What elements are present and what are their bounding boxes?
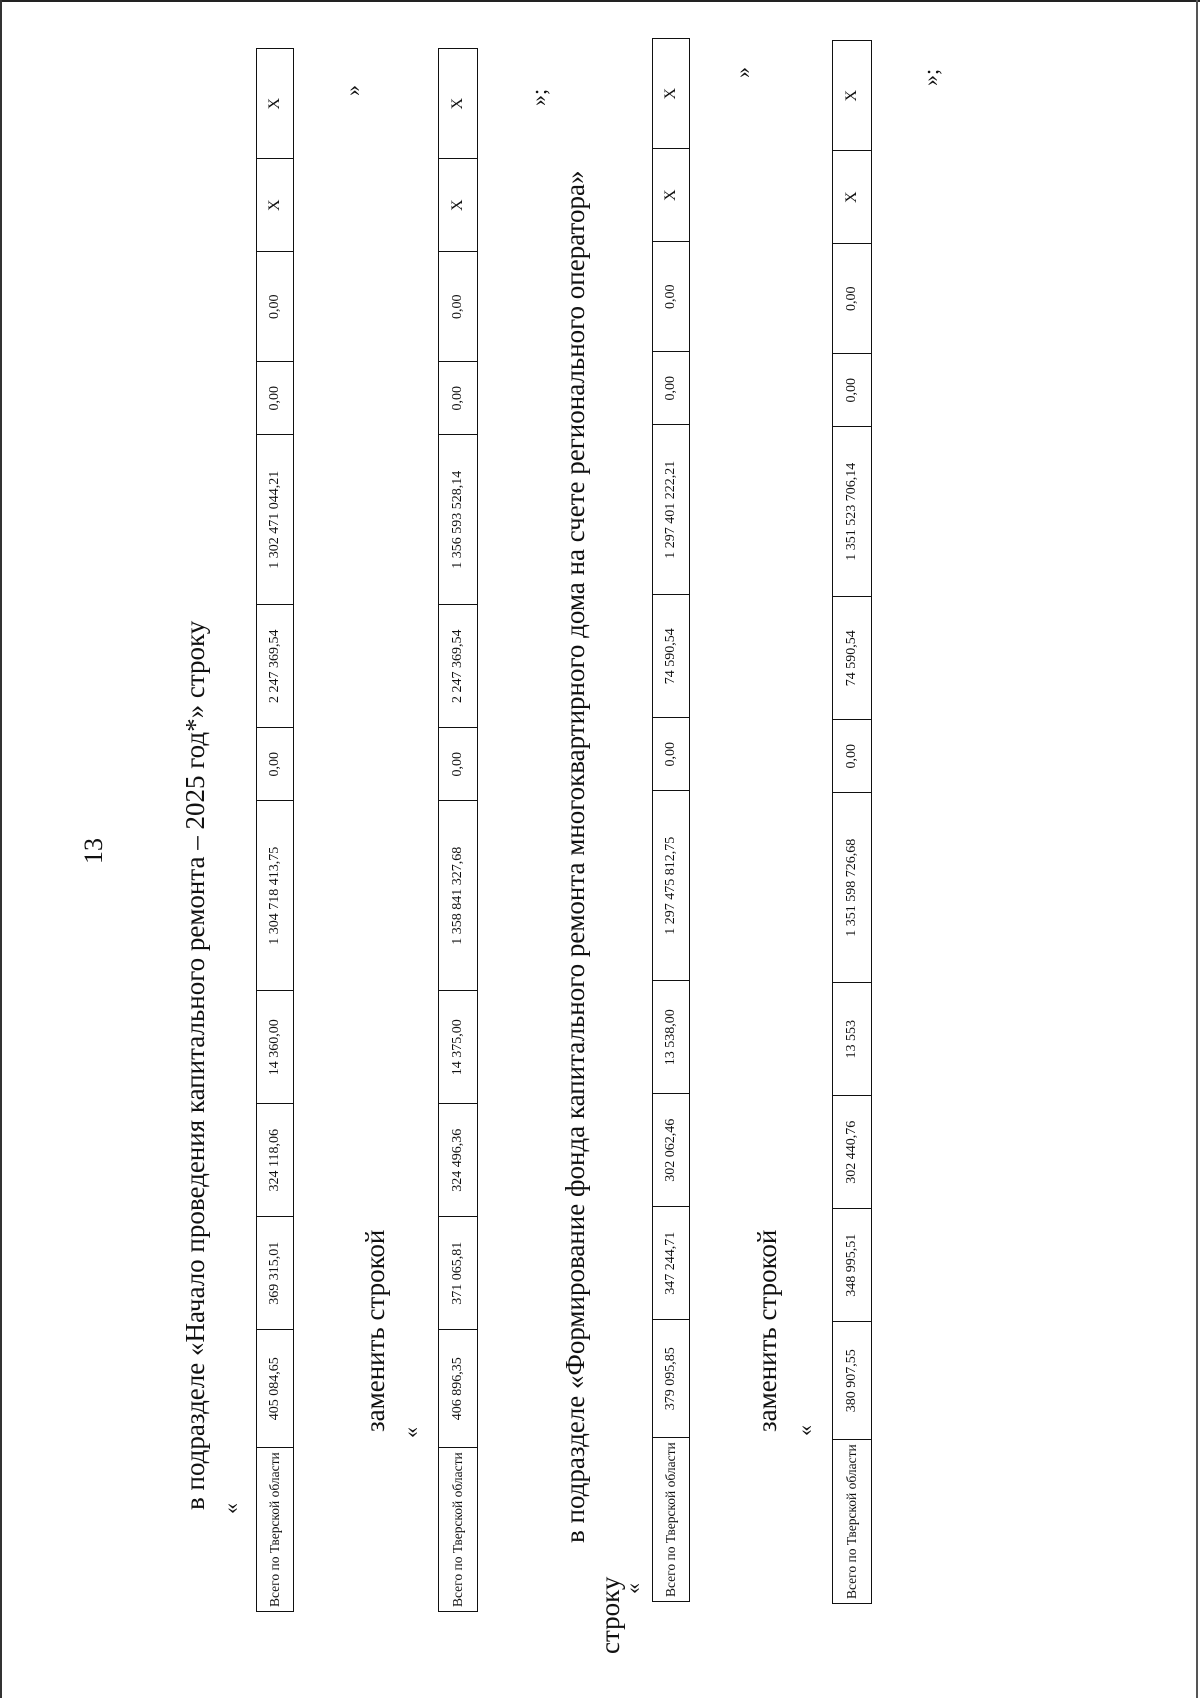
cell-col-9: 1 302 471 044,21 (257, 435, 294, 605)
section2-close-quote: » (730, 67, 755, 78)
page-number: 13 (79, 838, 108, 864)
cell-col-10: 0,00 (833, 354, 872, 427)
section2-intro: в подразделе «Формирование фонда капитального ремонта многоквартирного дома на счете регионального оператора» (560, 170, 590, 1543)
section1-intro: в подразделе «Начало проведения капитального ремонта – 2025 год*» строку (180, 620, 210, 1510)
cell-col-12: X (439, 159, 478, 252)
cell-col-11: 0,00 (653, 242, 690, 352)
cell-col-13: X (439, 49, 478, 159)
section2-replace-table (832, 40, 872, 1604)
section1-open-quote: « (218, 1503, 243, 1514)
cell-col-2: 379 095,85 (653, 1320, 690, 1438)
cell-col-10: 0,00 (653, 352, 690, 425)
section1-replace-open-quote: « (398, 1427, 423, 1438)
cell-col-8: 74 590,54 (653, 595, 690, 718)
cell-col-4: 302 440,76 (833, 1096, 872, 1209)
cell-col-7: 0,00 (439, 728, 478, 801)
cell-col-6: 1 358 841 327,68 (439, 801, 478, 991)
section2-table (652, 38, 690, 1602)
cell-col-8: 74 590,54 (833, 597, 872, 720)
cell-region: Всего по Тверской области (653, 1438, 690, 1602)
section1-replace-table (438, 48, 478, 1612)
cell-col-11: 0,00 (439, 252, 478, 362)
cell-col-4: 324 496,36 (439, 1104, 478, 1217)
cell-col-4: 302 062,46 (653, 1094, 690, 1207)
cell-col-8: 2 247 369,54 (257, 605, 294, 728)
cell-col-5: 13 538,00 (653, 981, 690, 1094)
cell-col-13: X (833, 41, 872, 151)
cell-col-5: 14 375,00 (439, 991, 478, 1104)
section2-replace-label: заменить строкой (752, 1229, 782, 1432)
cell-col-9: 1 356 593 528,14 (439, 435, 478, 605)
table-row (257, 49, 294, 1612)
cell-col-2: 405 084,65 (257, 1330, 294, 1448)
cell-col-12: X (257, 159, 294, 252)
section1-replace-close-quote: »; (526, 88, 551, 106)
section1-close-quote: » (340, 85, 365, 96)
table-row (439, 49, 478, 1612)
cell-col-3: 371 065,81 (439, 1217, 478, 1330)
cell-col-9: 1 351 523 706,14 (833, 427, 872, 597)
cell-col-7: 0,00 (653, 718, 690, 791)
section2-replace-close-quote: »; (918, 68, 943, 86)
cell-region: Всего по Тверской области (439, 1448, 478, 1612)
table-row (833, 41, 872, 1604)
cell-col-9: 1 297 401 222,21 (653, 425, 690, 595)
cell-col-6: 1 351 598 726,68 (833, 793, 872, 983)
cell-col-3: 347 244,71 (653, 1207, 690, 1320)
cell-col-2: 406 896,35 (439, 1330, 478, 1448)
cell-col-6: 1 304 718 413,75 (257, 801, 294, 991)
cell-col-12: X (833, 151, 872, 244)
section2-replace-open-quote: « (792, 1425, 817, 1436)
cell-col-10: 0,00 (439, 362, 478, 435)
table-row (653, 39, 690, 1602)
section1-replace-label: заменить строкой (360, 1229, 390, 1432)
cell-col-7: 0,00 (833, 720, 872, 793)
cell-col-13: X (653, 39, 690, 149)
cell-col-6: 1 297 475 812,75 (653, 791, 690, 981)
cell-region: Всего по Тверской области (257, 1448, 294, 1612)
section2-intro-continued: строку (595, 1576, 625, 1654)
cell-col-5: 14 360,00 (257, 991, 294, 1104)
cell-col-2: 380 907,55 (833, 1322, 872, 1440)
cell-col-13: X (257, 49, 294, 159)
cell-col-12: X (653, 149, 690, 242)
cell-col-4: 324 118,06 (257, 1104, 294, 1217)
cell-col-10: 0,00 (257, 362, 294, 435)
cell-col-11: 0,00 (257, 252, 294, 362)
cell-col-5: 13 553 (833, 983, 872, 1096)
cell-col-11: 0,00 (833, 244, 872, 354)
cell-region: Всего по Тверской области (833, 1440, 872, 1604)
section2-open-quote: « (620, 1583, 645, 1594)
cell-col-7: 0,00 (257, 728, 294, 801)
cell-col-3: 369 315,01 (257, 1217, 294, 1330)
section1-table (256, 48, 294, 1612)
cell-col-8: 2 247 369,54 (439, 605, 478, 728)
cell-col-3: 348 995,51 (833, 1209, 872, 1322)
